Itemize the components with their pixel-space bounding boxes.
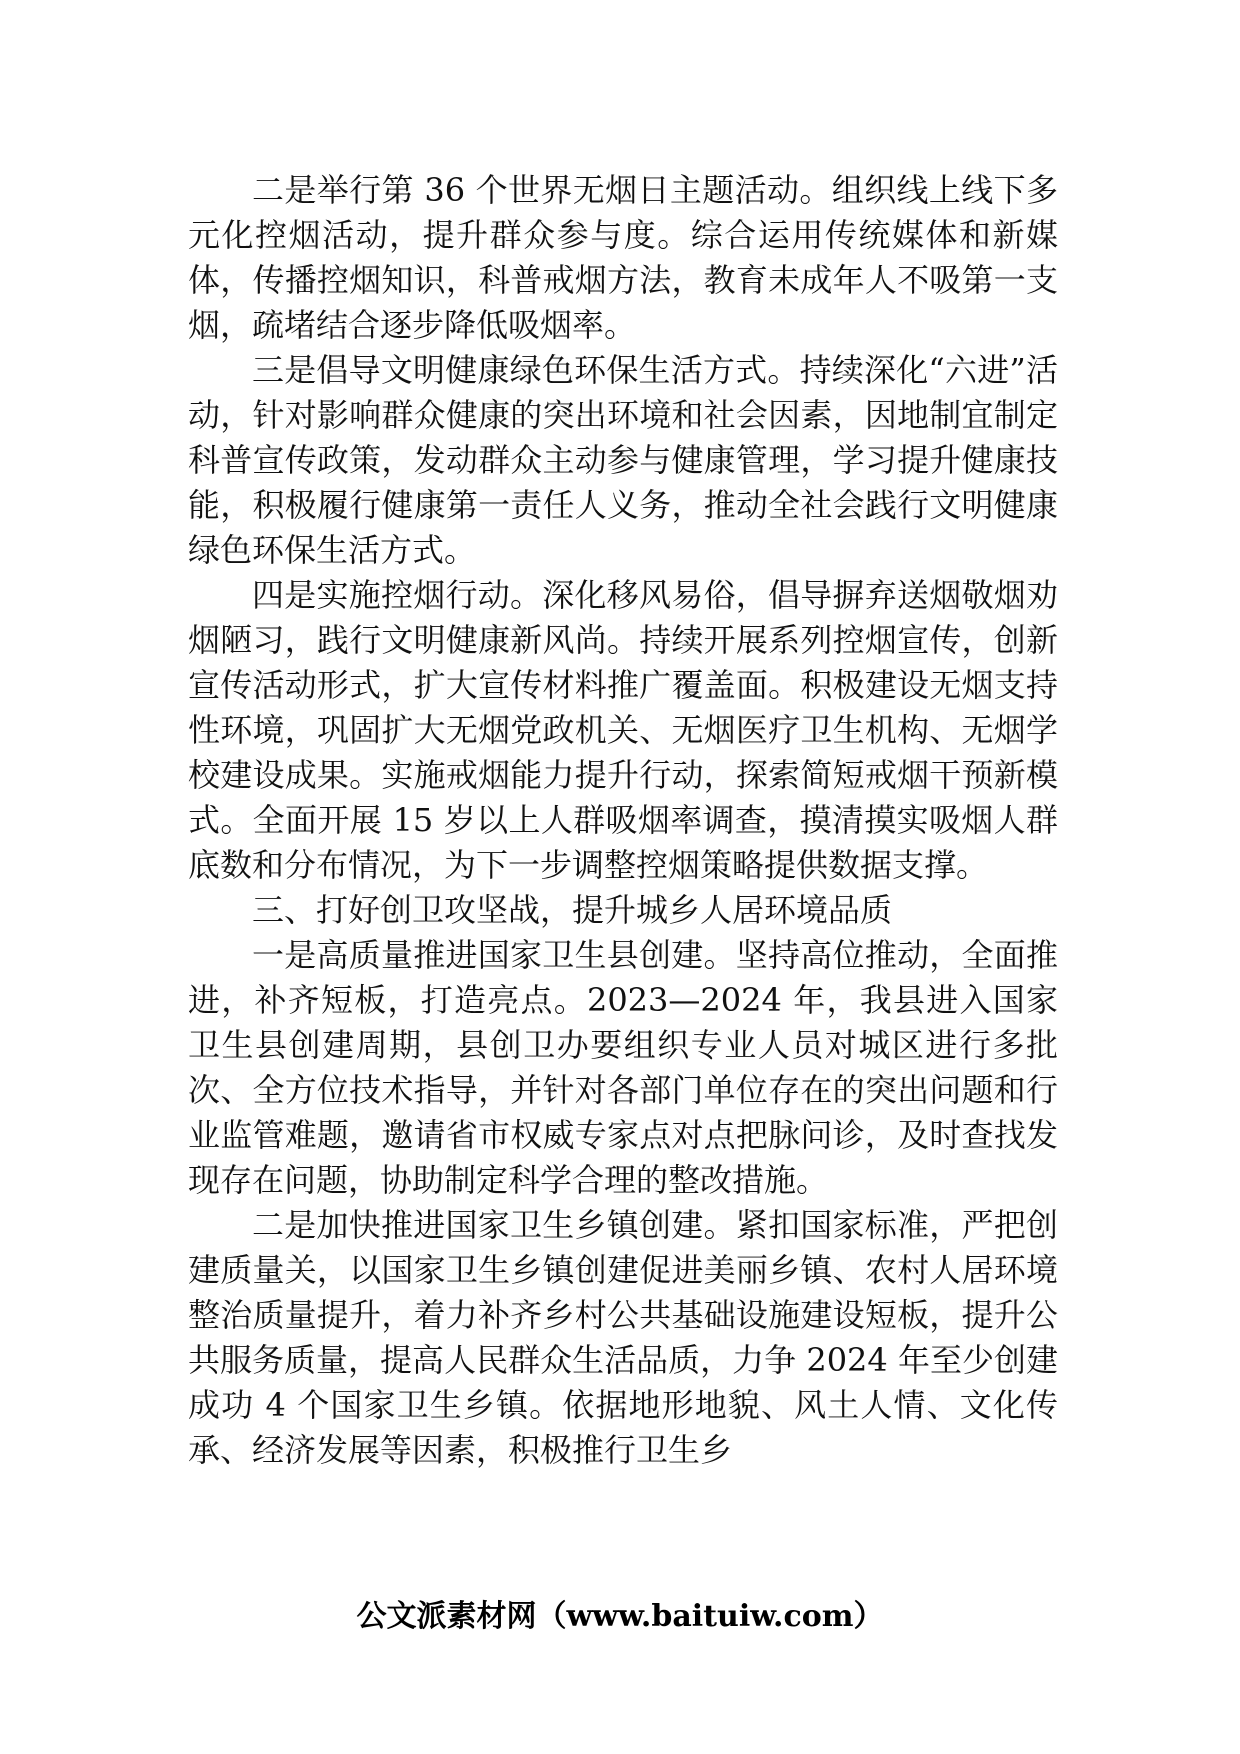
paragraph-anti-smoking-day: 二是举行第 36 个世界无烟日主题活动。组织线上线下多元化控烟活动，提升群众参与度。综合运用传统媒体和新媒体，传播控烟知识，科普戒烟方法，教育未成年人不吸第一支烟，疏堵结合逐步降低吸烟率。 — [188, 171, 1058, 344]
document-body — [188, 168, 1058, 1473]
paragraph-healthy-lifestyle: 三是倡导文明健康绿色环保生活方式。持续深化“六进”活动，针对影响群众健康的突出环境和社会因素，因地制宜制定科普宣传政策，发动群众主动参与健康管理，学习提升健康技能，积极履行健康第一责任人义务，推动全社会践行文明健康绿色环保生活方式。 — [188, 351, 1058, 569]
page-footer: 公文派素材网（www.baituiw.com） — [356, 1599, 884, 1634]
section-heading: 三、打好创卫攻坚战，提升城乡人居环境品质 — [252, 891, 893, 929]
paragraph-national-sanitary-township: 二是加快推进国家卫生乡镇创建。紧扣国家标准，严把创建质量关，以国家卫生乡镇创建促进美丽乡镇、农村人居环境整治质量提升，着力补齐乡村公共基础设施建设短板，提升公共服务质量，提高人民群众生活品质，力争 2024 年至少创建成功 4 个国家卫生乡镇。依据地形地貌、风土人情、文化传承、经济发展等因素，积极推行卫生乡 — [188, 1206, 1058, 1469]
paragraph-tobacco-control: 四是实施控烟行动。深化移风易俗，倡导摒弃送烟敬烟劝烟陋习，践行文明健康新风尚。持续开展系列控烟宣传，创新宣传活动形式，扩大宣传材料推广覆盖面。积极建设无烟支持性环境，巩固扩大无烟党政机关、无烟医疗卫生机构、无烟学校建设成果。实施戒烟能力提升行动，探索简短戒烟干预新模式。全面开展 15 岁以上人群吸烟率调查，摸清摸实吸烟人群底数和分布情况，为下一步调整控烟策略提供数据支撑。 — [188, 576, 1058, 884]
paragraph-national-sanitary-county: 一是高质量推进国家卫生县创建。坚持高位推动，全面推进，补齐短板，打造亮点。2023—2024 年，我县进入国家卫生县创建周期，县创卫办要组织专业人员对城区进行多批次、全方位技术指导，并针对各部门单位存在的突出问题和行业监管难题，邀请省市权威专家点对点把脉问诊，及时查找发现存在问题，协助制定科学合理的整改措施。 — [188, 936, 1058, 1199]
